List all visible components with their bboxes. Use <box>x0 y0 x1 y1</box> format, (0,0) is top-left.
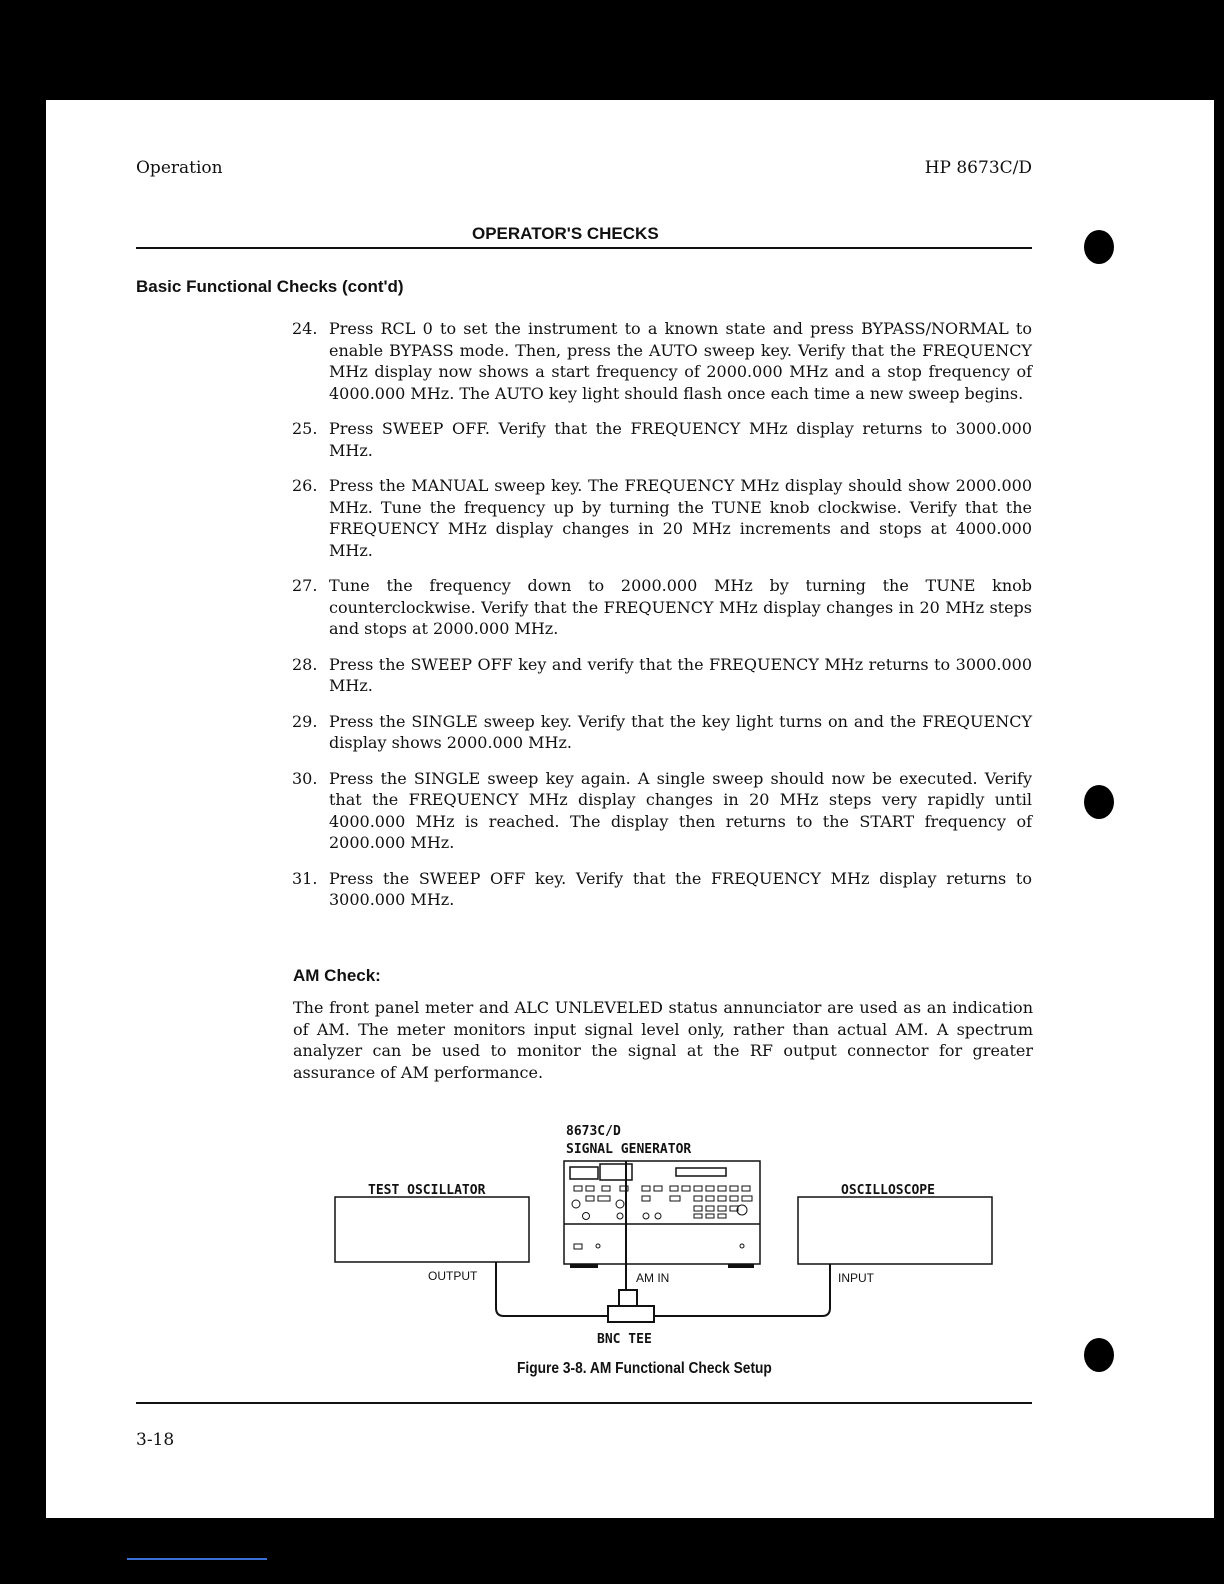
am-check-setup-diagram <box>46 100 1214 1518</box>
generator-name-label: SIGNAL GENERATOR <box>566 1142 692 1157</box>
step-text: Press the SINGLE sweep key. Verify that the key light turns on and the FREQUENCY display shows 2000.000 MHz. <box>329 711 1032 752</box>
bnc-tee-icon <box>608 1290 654 1322</box>
header-model-number: HP 8673C/D <box>924 158 1032 178</box>
step-number: 29. <box>292 711 318 731</box>
test-oscillator-box <box>335 1197 529 1262</box>
bottom-divider <box>136 1402 1032 1404</box>
bnc-tee-label: BNC TEE <box>597 1332 652 1347</box>
binder-hole-bottom <box>1084 1338 1114 1372</box>
figure-caption: Figure 3-8. AM Functional Check Setup <box>517 1360 772 1377</box>
step-text: Press the SINGLE sweep key again. A single sweep should now be executed. Verify that the FREQUENCY MHz display changes in 20 MHz steps very rapidly until 4000.000 MHz is reached. The display then returns to the START frequency of 2000.000 MHz. <box>329 768 1032 852</box>
step-number: 26. <box>292 476 318 495</box>
step-text: Press the SWEEP OFF key and verify that the FREQUENCY MHz returns to 3000.000 MHz. <box>329 654 1032 695</box>
step-text: Press RCL 0 to set the instrument to a known state and press BYPASS/NORMAL to enable BYPASS mode. Then, press the AUTO sweep key. Verify that the FREQUENCY MHz display now shows a start frequency of 2000.000 MHz and a stop frequency of 4000.000 MHz. The AUTO key light should flash once each time a new sweep begins. <box>329 319 1032 403</box>
generator-model-label: 8673C/D <box>566 1124 621 1139</box>
am-check-paragraph: The front panel meter and ALC UNLEVELED status annunciator are used as an indication of AM. The meter monitors input signal level only, rather than actual AM. A spectrum analyzer can be used to monitor the signal at the RF output connector for greater assurance of AM performance. <box>293 998 1033 1082</box>
header-section-name: Operation <box>136 158 223 178</box>
oscilloscope-box <box>798 1197 992 1264</box>
page-number: 3-18 <box>136 1430 175 1450</box>
oscilloscope-label: OSCILLOSCOPE <box>841 1183 935 1198</box>
am-check-title: AM Check: <box>293 966 381 985</box>
am-in-label: AM IN <box>636 1271 670 1285</box>
output-label: OUTPUT <box>428 1269 478 1283</box>
subsection-title: Basic Functional Checks (cont'd) <box>136 277 404 296</box>
input-label: INPUT <box>838 1271 874 1285</box>
binder-hole-top <box>1084 230 1114 264</box>
step-text: Press SWEEP OFF. Verify that the FREQUENCY MHz display returns to 3000.000 MHz. <box>329 419 1032 460</box>
signal-generator-icon <box>564 1161 760 1310</box>
scan-edge-marker <box>127 1558 267 1560</box>
binder-hole-middle <box>1084 785 1114 819</box>
step-number: 24. <box>292 319 318 338</box>
step-text: Tune the frequency down to 2000.000 MHz by turning the TUNE knob counterclockwise. Verify that the FREQUENCY MHz display changes in 20 MHz steps and stops at 2000.000 MHz. <box>329 576 1032 638</box>
step-number: 30. <box>292 768 318 788</box>
step-text: Press the SWEEP OFF key. Verify that the FREQUENCY MHz display returns to 3000.000 MHz. <box>329 868 1032 909</box>
step-text: Press the MANUAL sweep key. The FREQUENCY MHz display should show 2000.000 MHz. Tune the frequency up by turning the TUNE knob clockwise. Verify that the FREQUENCY MHz display changes in 20 MHz increments and stops at 4000.000 MHz. <box>329 476 1032 560</box>
step-number: 28. <box>292 654 318 674</box>
step-number: 31. <box>292 868 318 888</box>
manual-page <box>46 100 1214 1518</box>
step-number: 25. <box>292 419 318 438</box>
step-number: 27. <box>292 576 318 595</box>
test-oscillator-label: TEST OSCILLATOR <box>368 1183 486 1198</box>
section-title: OPERATOR'S CHECKS <box>472 224 659 243</box>
